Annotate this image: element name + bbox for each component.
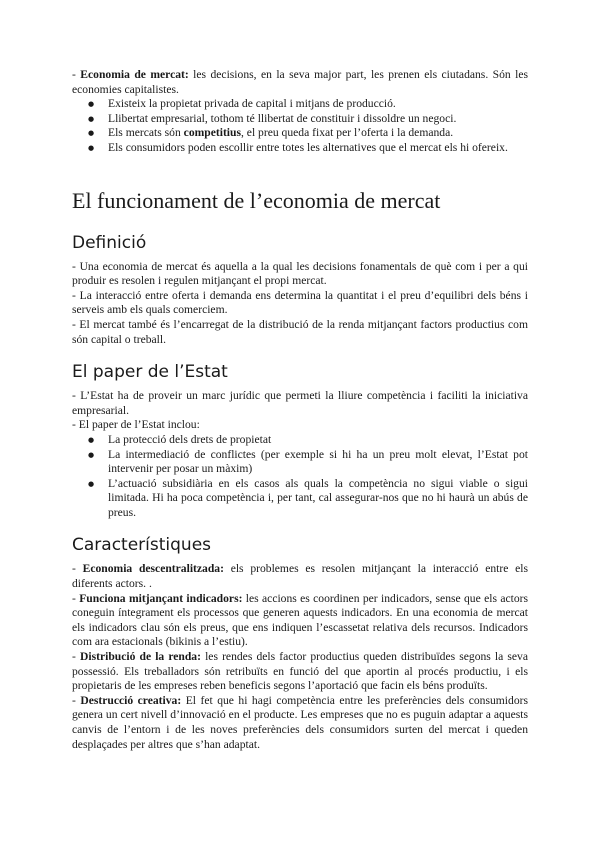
list-item: ● Existeix la propietat privada de capital i mitjans de producció. xyxy=(108,97,528,112)
caract-prefix: - xyxy=(72,591,80,605)
intro-prefix: - xyxy=(72,68,81,81)
intro-bullet-list xyxy=(72,97,528,155)
definicio-paragraph: - El mercat també és l’encarregat de la distribució de la renda mitjançant factors productius com són capital o treball. xyxy=(72,317,528,346)
caract-prefix: - xyxy=(72,650,80,664)
list-item-term: competitius xyxy=(183,126,241,140)
caract-paragraph xyxy=(72,694,528,752)
list-item: ● Els consumidors poden escollir entre totes les alternatives que el mercat els hi ofereix. xyxy=(108,141,528,156)
list-item xyxy=(108,126,528,141)
caract-text: les accions es coordinen per indicadors, sense que els actors coneguin íntegrament els processos que generen aquests indicadors. En una economia de mercat els indicadors clau són els preus, que ens indiquen l’escassetat relativa dels recursos. Indicadors com ara estacionals (bikinis a l’estiu). xyxy=(72,591,529,649)
estat-paragraph: - El paper de l’Estat inclou: xyxy=(72,418,200,432)
caract-text: El fet que hi hagi competència entre les preferències dels consumidors genera un cert nivell d’innovació en el producte. Les empreses que no es puguin adaptar a aquests canvis de l’entorn i de les noves preferències dels consumidors surten del mercat i queden desplaçades per altres que s’han adaptat. xyxy=(72,693,528,751)
intro-paragraph xyxy=(72,68,528,97)
list-item: ● L’actuació subsidiària en els casos als quals la competència no sigui viable o sigui limitada. Hi ha poca competència i, per tant, cal assegurar-nos que no hi haurà un abús de preus. xyxy=(108,477,528,521)
caract-paragraph xyxy=(72,562,528,591)
list-item: ● Llibertat empresarial, tothom té llibertat de constituir i dissoldre un negoci. xyxy=(108,112,528,127)
caract-text: les rendes dels factor productius queden distribuïdes segons la seva possessió. Els treballadors són retribuïts en funció del que aportin al procés productiu, i els propietaris de les empreses reben beneficis segons l’aportació que facin els béns produïts. xyxy=(72,650,528,693)
page-title: El funcionament de l’economia de mercat xyxy=(72,187,441,213)
heading-estat: El paper de l’Estat xyxy=(72,362,228,383)
estat-bullet-list xyxy=(72,433,528,521)
caract-term: Funciona mitjançant indicadors: xyxy=(79,591,243,605)
caract-paragraph xyxy=(72,650,528,694)
definicio-paragraph: - Una economia de mercat és aquella a la qual les decisions fonamentals de què com i per a qui produir es resolen i regulen mitjançant el propi mercat. xyxy=(72,259,528,288)
list-item-text: Els mercats són xyxy=(108,126,184,140)
list-item: ● La intermediació de conflictes (per exemple si hi ha un preu molt elevat, l’Estat pot intervenir per posar un màxim) xyxy=(108,448,528,477)
heading-definicio: Definició xyxy=(72,232,147,253)
caract-prefix: - xyxy=(72,693,81,707)
caract-paragraph xyxy=(72,592,528,650)
heading-caracteristiques: Característiques xyxy=(72,535,212,556)
caract-prefix: - xyxy=(72,562,83,576)
caract-term: Destrucció creativa: xyxy=(80,693,182,707)
estat-paragraph: - L’Estat ha de proveir un marc jurídic que permeti la lliure competència i faciliti la iniciativa empresarial. xyxy=(72,389,528,417)
list-item: ● La protecció dels drets de propietat xyxy=(108,433,528,448)
definicio-paragraph: - La interacció entre oferta i demanda ens determina la quantitat i el preu d’equilibri dels béns i serveis amb els quals comerciem. xyxy=(72,288,528,317)
document-page xyxy=(72,68,528,752)
caract-term: Economia descentralitzada: xyxy=(82,562,224,576)
intro-term: Economia de mercat: xyxy=(80,68,189,81)
caract-text: els problemes es resolen mitjançant la interacció entre els diferents actors. . xyxy=(72,562,528,591)
intro-text: les decisions, en la seva major part, les prenen els ciutadans. Són les economies capitalistes. xyxy=(72,68,528,96)
list-item-text: , el preu queda fixat per l’oferta i la demanda. xyxy=(241,126,454,140)
caract-term: Distribució de la renda: xyxy=(79,650,201,664)
